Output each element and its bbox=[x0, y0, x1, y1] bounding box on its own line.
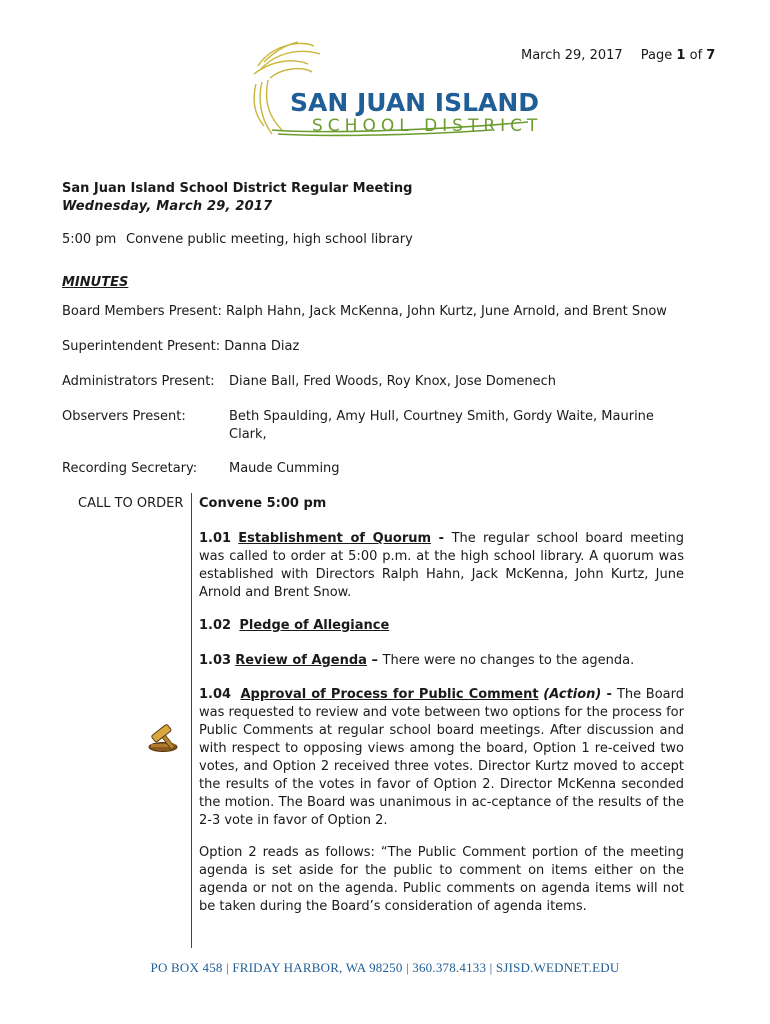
item-separator: - bbox=[601, 687, 617, 702]
item-title: Establishment of Quorum bbox=[238, 531, 432, 546]
item-title: Pledge of Allegiance bbox=[239, 618, 390, 633]
meeting-date: Wednesday, March 29, 2017 bbox=[62, 199, 273, 214]
attendance-value: Beth Spaulding, Amy Hull, Courtney Smith, Gordy Waite, Maurine Clark, bbox=[229, 409, 654, 442]
attendance-label: Observers Present: bbox=[62, 409, 186, 424]
page-of: of bbox=[689, 48, 703, 63]
attendance-value: Diane Ball, Fred Woods, Roy Knox, Jose Domenech bbox=[229, 374, 557, 389]
attendance-value: Maude Cumming bbox=[229, 461, 340, 476]
convene-line bbox=[62, 231, 413, 249]
item-separator: – bbox=[366, 653, 383, 668]
attendance-label: Administrators Present: bbox=[62, 374, 215, 389]
item-number: 1.01 bbox=[199, 531, 232, 546]
attendance-value: Ralph Hahn, Jack McKenna, John Kurtz, June Arnold, and Brent Snow bbox=[226, 304, 667, 319]
meeting-title: San Juan Island School District Regular Meeting bbox=[62, 181, 413, 196]
item-title: Approval of Process for Public Comment bbox=[240, 687, 539, 702]
item-1-01 bbox=[199, 530, 684, 602]
item-number: 1.04 bbox=[199, 687, 232, 702]
item-1-03 bbox=[199, 652, 684, 670]
attendance-value: Danna Diaz bbox=[224, 339, 300, 354]
item-text: There were no changes to the agenda. bbox=[382, 653, 635, 668]
convene-time: 5:00 pm bbox=[62, 232, 117, 247]
item-action-tag: (Action) bbox=[543, 687, 602, 702]
option-text: Option 2 reads as follows: “The Public Comment portion of the meeting agenda is set aside for the public to comment on items either on the agenda or not on the agenda. Public comments on agenda items will not be taken during the Board’s consideration of agenda items. bbox=[199, 845, 684, 914]
page-total: 7 bbox=[706, 48, 716, 63]
page-label: Page bbox=[640, 48, 673, 63]
attendance-superintendent bbox=[62, 338, 702, 356]
item-1-04 bbox=[199, 686, 684, 830]
item-text: The regular school board meeting was called to order at 5:00 p.m. at the high school library. A quorum was established with Directors Ralph Hahn, Jack McKenna, John Kurtz, June Arnold and Brent Snow. bbox=[199, 531, 684, 600]
header-date: March 29, 2017 bbox=[521, 48, 623, 63]
attendance-label: Board Members Present: bbox=[62, 304, 222, 319]
option-2-paragraph bbox=[199, 844, 684, 916]
minutes-heading: MINUTES bbox=[62, 275, 129, 290]
attendance-observers bbox=[62, 408, 702, 442]
item-separator: - bbox=[431, 531, 452, 546]
footer-contact: PO BOX 458 | FRIDAY HARBOR, WA 98250 | 360.378.4133 | SJISD.WEDNET.EDU bbox=[150, 960, 620, 975]
section-heading bbox=[199, 495, 684, 513]
meeting-title-block bbox=[62, 180, 413, 216]
convene-text: Convene public meeting, high school library bbox=[126, 232, 413, 247]
attendance-label: Recording Secretary: bbox=[62, 461, 198, 476]
section-heading-text: Convene 5:00 pm bbox=[199, 496, 327, 511]
logo-subtitle: SCHOOL DISTRICT bbox=[312, 116, 543, 136]
attendance-label: Superintendent Present: bbox=[62, 339, 221, 354]
item-1-02 bbox=[199, 617, 684, 635]
logo-name: SAN JUAN ISLAND bbox=[290, 88, 540, 117]
item-title: Review of Agenda bbox=[235, 653, 367, 668]
page-header bbox=[521, 48, 741, 63]
attendance-administrators bbox=[62, 373, 702, 391]
section-sidebar-label: CALL TO ORDER bbox=[78, 496, 184, 511]
attendance-secretary bbox=[62, 460, 702, 478]
item-text: The Board was requested to review and vote between two options for the process for Public Comments at regular school board meetings. After discussion and with respect to opposing views among the board, Option 1 re-ceived two votes, and Option 2 received three votes. Director Kurtz moved to accept the results of the votes in favor of Option 2. Director McKenna seconded the motion. The Board was unanimous in ac-ceptance of the results of the 2-3 vote in favor of Option 2. bbox=[199, 687, 685, 828]
item-number: 1.02 bbox=[199, 618, 232, 633]
item-number: 1.03 bbox=[199, 653, 232, 668]
gavel-icon bbox=[146, 719, 182, 755]
section-divider bbox=[191, 493, 192, 948]
page-current: 1 bbox=[676, 48, 686, 63]
attendance-board bbox=[62, 303, 702, 321]
